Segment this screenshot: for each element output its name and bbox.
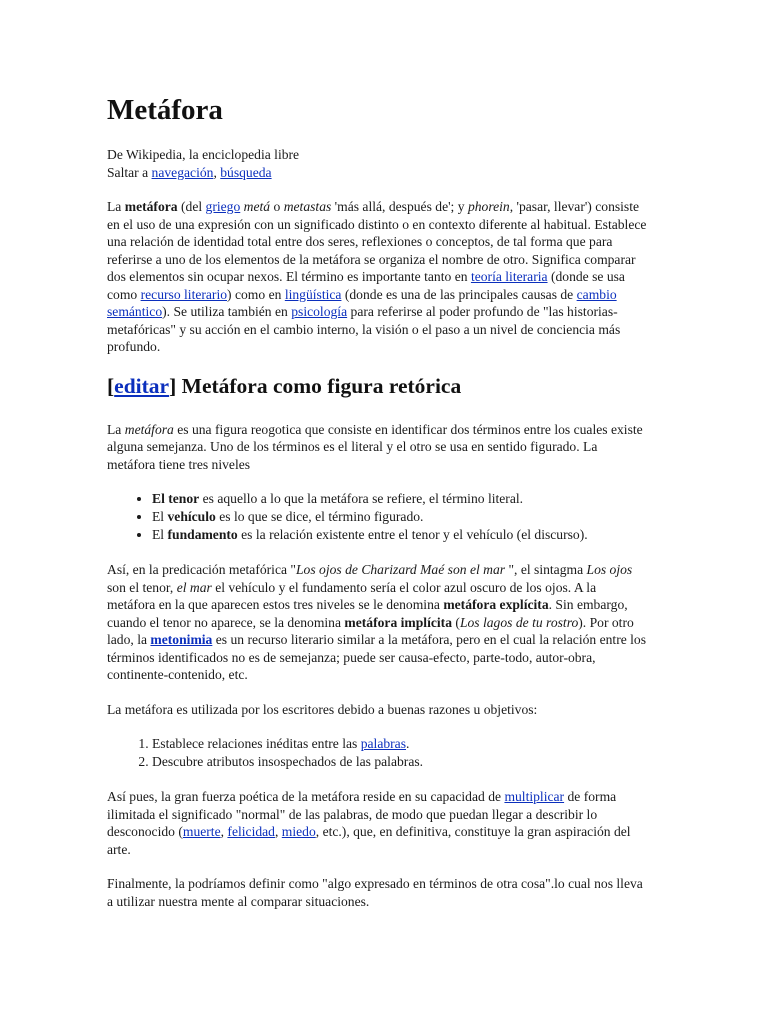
- list-item: • El tenor es aquello a lo que la metáfora se refiere, el término literal.: [152, 490, 647, 508]
- power-paragraph: Así pues, la gran fuerza poética de la metáfora reside en su capacidad de multiplicar de forma ilimitada el significado "normal" de las palabras, de modo que puedan llegar a describir lo desconocido (muerte, felicidad, miedo, etc.), que, en definitiva, constituye la gran aspiración del arte.: [107, 789, 631, 857]
- link-palabras[interactable]: palabras: [360, 736, 407, 751]
- figure-paragraph: La metáfora es una figura reogotica que consiste en identificar dos términos entre los cuales existe alguna semejanza. Uno de los términos es el literal y el otro se usa en sentido figurado. La metáfora tiene tres niveles: [107, 421, 643, 472]
- list-item: • El vehículo es lo que se dice, el término figurado.: [152, 508, 647, 526]
- link-felicidad[interactable]: felicidad: [227, 824, 275, 839]
- article: [107, 92, 647, 927]
- source-line: De Wikipedia, la enciclopedia libre: [107, 147, 300, 162]
- link-miedo[interactable]: miedo: [281, 824, 316, 839]
- page-title: Metáfora: [107, 94, 223, 126]
- link-teoria-literaria[interactable]: teoría literaria: [470, 269, 548, 284]
- reasons-intro: La metáfora es utilizada por los escritores debido a buenas razones u objetivos:: [107, 701, 538, 717]
- navigation-link[interactable]: navegación: [151, 164, 214, 180]
- link-cambio-semantico[interactable]: cambio semántico: [107, 286, 617, 319]
- levels-list: [107, 490, 647, 544]
- edit-section-link[interactable]: editar: [114, 373, 170, 398]
- example-paragraph: Así, en la predicación metafórica "Los ojos de Charizard Maé son el mar ", el sintagma Los ojos son el tenor, el mar el vehículo y el fundamento sería el color azul oscuro de los ojos. A la metáfora en la que aparecen estos tres niveles se le denomina metáfora explícita. Sin embargo, cuando el tenor no aparece, se la denomina metáfora implícita (Los lagos de tu rostro). Por otro lado, la metonimia es un recurso literario similar a la metáfora, pero en el cual la relación entre los términos identificados no es de semejanza; puede ser causa-efecto, parte-todo, autor-obra, continente-contenido, etc.: [107, 562, 647, 682]
- link-psicologia[interactable]: psicología: [291, 304, 348, 319]
- search-link[interactable]: búsqueda: [220, 164, 272, 180]
- link-griego[interactable]: griego: [205, 199, 241, 214]
- link-muerte[interactable]: muerte: [182, 824, 221, 839]
- list-item: 1. Establece relaciones inéditas entre las palabras.: [152, 735, 647, 753]
- link-multiplicar[interactable]: multiplicar: [504, 789, 565, 804]
- link-recurso-literario[interactable]: recurso literario: [140, 286, 228, 302]
- link-metonimia[interactable]: metonimia: [150, 632, 213, 647]
- list-item: • El fundamento es la relación existente entre el tenor y el vehículo (el discurso).: [152, 526, 647, 544]
- list-item: 2. Descubre atributos insospechados de las palabras.: [152, 753, 647, 771]
- intro-paragraph: La metáfora (del griego metá o metastas 'más allá, después de'; y phorein, 'pasar, llevar') consiste en el uso de una expresión con un significado distinto o en contexto diferente al habitual. Establece una relación de identidad total entre dos seres, reflexiones o conceptos, de tal forma que para referirse a uno de los elementos de la metáfora se organiza el nombre de otro. Significa comparar dos elementos sin ocupar nexos. El término es importante tanto en teoría literaria (donde se usa como recurso literario) como en lingüística (donde es una de las principales causas de cambio semántico). Se utiliza también en psicología para referirse al poder profundo de "las historias-metafóricas" y su acción en el cambio interno, la visión o el paso a un nivel de conciencia más profundo.: [107, 199, 647, 354]
- link-linguistica[interactable]: lingüística: [284, 286, 342, 302]
- closing-paragraph: Finalmente, la podríamos definir como "algo expresado en términos de otra cosa".lo cual nos lleva a utilizar nuestra mente al comparar situaciones.: [107, 876, 643, 909]
- section-heading: [editar] Metáfora como figura retórica: [107, 373, 462, 398]
- jump-links: Saltar a navegación, búsqueda: [107, 164, 272, 180]
- reasons-list: [107, 735, 647, 771]
